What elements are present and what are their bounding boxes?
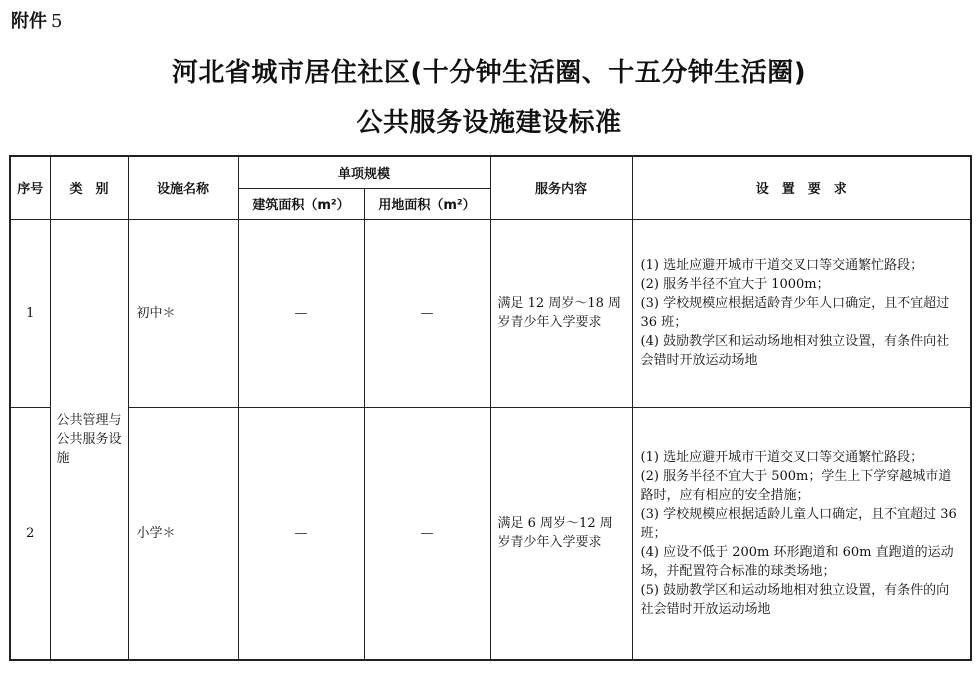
attachment-label	[11, 7, 62, 33]
header-single-scale: 单项规模	[238, 156, 490, 188]
table-row	[10, 219, 971, 407]
header-land-area: 用地面积（m²）	[364, 188, 490, 219]
requirement-item: (2) 服务半径不宜大于 500m；学生上下学穿越城市道路时，应有相应的安全措施；	[640, 468, 952, 503]
requirement-item: (3) 学校规模应根据适龄青少年人口确定，且不宜超过 36 班；	[640, 296, 950, 330]
header-requirements: 设 置 要 求	[632, 156, 971, 219]
attachment-number: 5	[51, 11, 63, 32]
requirements-cell	[632, 219, 971, 407]
requirement-item: (4) 鼓励教学区和运动场地相对独立设置，有条件向社会错时开放运动场地	[640, 334, 950, 368]
requirement-item: (3) 学校规模应根据适龄儿童人口确定，且不宜超过 36 班；	[640, 506, 957, 541]
row-seq: 1	[10, 219, 50, 407]
land-area-value: —	[364, 219, 490, 407]
requirements-cell	[632, 407, 971, 660]
requirement-item: (4) 应设不低于 200m 环形跑道和 60m 直跑道的运动场，并配置符合标准的球类场地；	[640, 544, 954, 579]
header-building-area: 建筑面积（m²）	[238, 188, 364, 219]
attachment-text: 附件	[11, 11, 47, 32]
document-title-line2: 公共服务设施建设标准	[356, 108, 622, 138]
land-area-value: —	[364, 407, 490, 660]
service-content: 满足 6 周岁～12 周岁青少年入学要求	[490, 407, 632, 660]
category-cell: 公共管理与公共服务设施	[50, 219, 128, 660]
row-seq: 2	[10, 407, 50, 660]
header-seq: 序号	[10, 156, 50, 219]
header-category: 类 别	[50, 156, 128, 219]
facility-name: 初中＊	[128, 219, 238, 407]
header-facility-name: 设施名称	[128, 156, 238, 219]
standards-table	[9, 155, 972, 661]
building-area-value: —	[238, 407, 364, 660]
requirement-item: (1) 选址应避开城市干道交叉口等交通繁忙路段；	[640, 449, 924, 465]
building-area-value: —	[238, 219, 364, 407]
header-row-1	[10, 156, 971, 188]
requirement-item: (2) 服务半径不宜大于 1000m；	[640, 277, 830, 292]
document-title-line1: 河北省城市居住社区(十分钟生活圈、十五分钟生活圈)	[171, 58, 807, 88]
requirement-item: (1) 选址应避开城市干道交叉口等交通繁忙路段；	[640, 258, 924, 273]
header-service-content: 服务内容	[490, 156, 632, 219]
service-content: 满足 12 周岁～18 周岁青少年入学要求	[490, 219, 632, 407]
table-row	[10, 407, 971, 660]
requirement-item: (5) 鼓励教学区和运动场地相对独立设置，有条件的向社会错时开放运动场地	[640, 582, 950, 617]
facility-name: 小学＊	[128, 407, 238, 660]
